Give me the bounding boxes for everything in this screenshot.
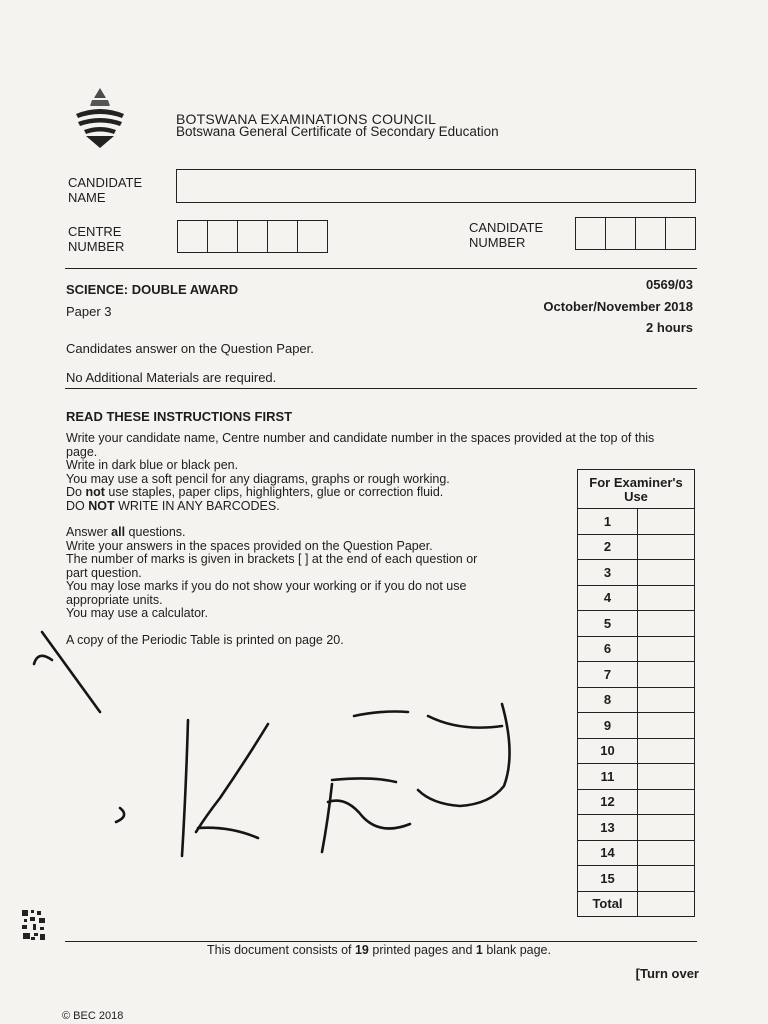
subject-title: SCIENCE: DOUBLE AWARD (66, 282, 239, 297)
instruction-line: Do not use staples, paper clips, highlighters, glue or correction fluid. (66, 485, 444, 499)
turn-over: [Turn over (635, 966, 699, 981)
instruction-line: You may use a calculator. (66, 606, 208, 620)
council-name: BOTSWANA EXAMINATIONS COUNCIL (176, 111, 437, 127)
candidate-name-label: CANDIDATE NAME (68, 175, 143, 205)
table-row: 1 (578, 509, 695, 535)
mark-cell[interactable] (638, 764, 695, 790)
digit-cell[interactable] (636, 218, 666, 249)
page-count-note: This document consists of 19 printed pages and 1 blank page. (207, 943, 551, 957)
mark-cell[interactable] (638, 534, 695, 560)
mark-cell[interactable] (638, 866, 695, 892)
instruction-line: You may use a soft pencil for any diagrams, graphs or rough working. (66, 471, 450, 486)
centre-number-label: CENTRE NUMBER (68, 224, 125, 254)
table-row: 5 (578, 611, 695, 637)
table-row: 12 (578, 789, 695, 815)
examiner-table (577, 469, 695, 917)
table-row: 7 (578, 662, 695, 688)
instruction-line: The number of marks is given in brackets [ ] at the end of each question or (66, 552, 478, 566)
mark-cell[interactable] (638, 509, 695, 535)
mark-cell[interactable] (638, 840, 695, 866)
handwritten-key (20, 620, 560, 870)
instruction-line: You may lose marks if you do not show your working or if you do not use (66, 579, 467, 593)
table-row: 6 (578, 636, 695, 662)
digit-cell[interactable] (576, 218, 606, 249)
examiner-table-heading: For Examiner's Use (578, 470, 695, 509)
mark-cell[interactable] (638, 585, 695, 611)
digit-cell[interactable] (268, 221, 298, 252)
table-row: 10 (578, 738, 695, 764)
exam-session: October/November 2018 (543, 299, 693, 314)
instruction-line: part question. (66, 565, 142, 580)
certificate-title: Botswana General Certificate of Secondary Education (176, 124, 499, 139)
copyright: © BEC 2018 (62, 1010, 124, 1022)
mark-cell[interactable] (638, 687, 695, 713)
mark-cell[interactable] (638, 636, 695, 662)
table-row: 8 (578, 687, 695, 713)
table-row: 3 (578, 560, 695, 586)
table-row: 11 (578, 764, 695, 790)
exam-duration: 2 hours (646, 320, 693, 335)
mark-cell[interactable] (638, 891, 695, 917)
barcode-icon (21, 909, 47, 941)
instruction-line: appropriate units. (66, 592, 163, 607)
instruction-line: page. (66, 444, 98, 459)
candidate-number-label: CANDIDATE NUMBER (469, 220, 544, 250)
candidate-number-field[interactable] (575, 217, 696, 250)
mark-cell[interactable] (638, 789, 695, 815)
table-row: 13 (578, 815, 695, 841)
digit-cell[interactable] (666, 218, 695, 249)
mark-cell[interactable] (638, 713, 695, 739)
mark-cell[interactable] (638, 662, 695, 688)
digit-cell[interactable] (298, 221, 327, 252)
mark-cell[interactable] (638, 560, 695, 586)
instruction-line: Write your candidate name, Centre number and candidate number in the spaces provided at the top of this (66, 431, 655, 445)
paper-number: Paper 3 (66, 304, 112, 319)
divider (65, 941, 697, 942)
table-row: 15 (578, 866, 695, 892)
paper-code: 0569/03 (646, 277, 693, 292)
digit-cell[interactable] (606, 218, 636, 249)
instructions-heading: READ THESE INSTRUCTIONS FIRST (66, 409, 293, 424)
divider (65, 388, 697, 389)
digit-cell[interactable] (208, 221, 238, 252)
digit-cell[interactable] (178, 221, 208, 252)
mark-cell[interactable] (638, 815, 695, 841)
council-logo (70, 84, 130, 154)
table-row: 9 (578, 713, 695, 739)
table-row (578, 891, 695, 917)
answer-note: Candidates answer on the Question Paper. (66, 341, 314, 356)
mark-cell[interactable] (638, 611, 695, 637)
digit-cell[interactable] (238, 221, 268, 252)
table-row: 2 (578, 534, 695, 560)
table-row: 4 (578, 585, 695, 611)
centre-number-field[interactable] (177, 220, 328, 253)
instruction-line: Write in dark blue or black pen. (66, 458, 239, 472)
instruction-line: Write your answers in the spaces provided on the Question Paper. (66, 538, 433, 553)
instruction-line: A copy of the Periodic Table is printed on page 20. (66, 632, 344, 647)
divider (65, 268, 697, 269)
mark-cell[interactable] (638, 738, 695, 764)
candidate-name-field[interactable] (176, 169, 696, 203)
table-row: 14 (578, 840, 695, 866)
instruction-line: Answer all questions. (66, 525, 186, 539)
materials-note: No Additional Materials are required. (66, 370, 277, 385)
total-label: Total (578, 891, 638, 917)
instruction-line: DO NOT WRITE IN ANY BARCODES. (66, 498, 280, 513)
